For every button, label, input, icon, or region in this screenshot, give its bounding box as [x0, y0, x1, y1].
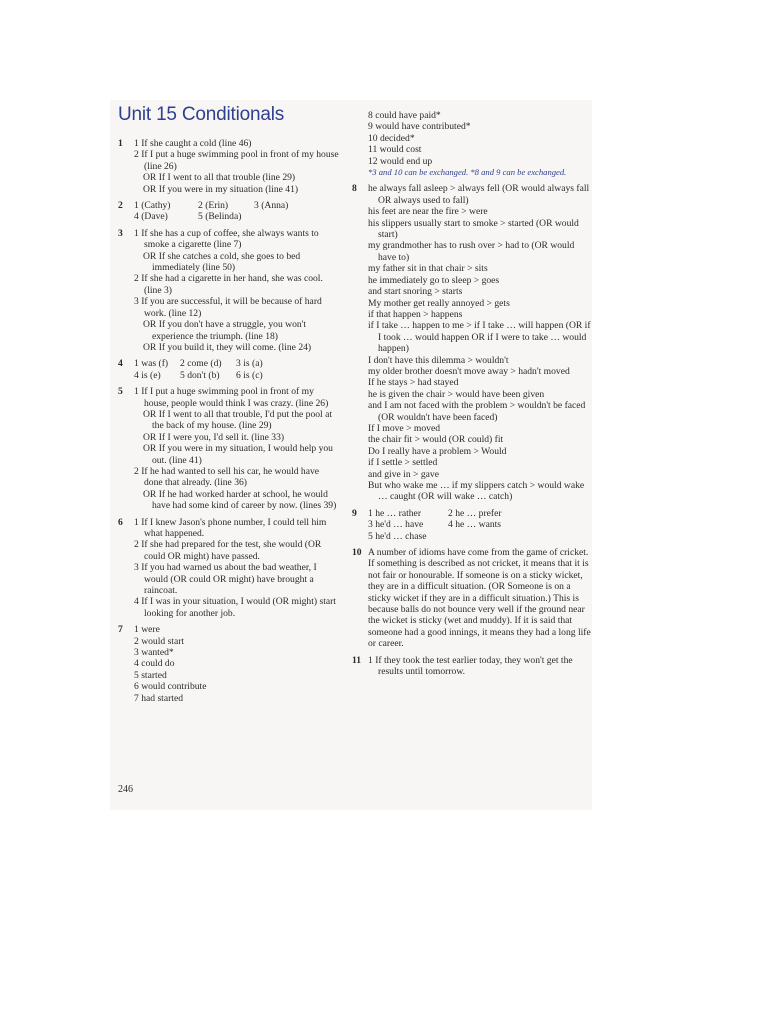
- answer-line: If he stays > had stayed: [368, 377, 459, 389]
- exercise-1: [118, 138, 340, 195]
- answer-line: my grandmother has to rush over > had to (OR would have to): [368, 240, 575, 263]
- answer-line: But who wake me … if my slippers catch > would wake … caught (OR will wake … catch): [368, 480, 585, 503]
- answer-line: 1 If I knew Jason's phone number, I could tell him what happened.: [134, 516, 327, 539]
- answer-line: my older brother doesn't move away > hadn't moved: [368, 365, 570, 377]
- answer-line: 7 had started: [134, 692, 184, 704]
- answer-line: OR If you were in my situation (line 41): [143, 183, 299, 195]
- exercise-11: [352, 655, 592, 678]
- answer-line: OR If you don't have a struggle, you won't experience the triumph. (line 18): [143, 319, 307, 342]
- answer-cell: 6 is (c): [236, 369, 263, 381]
- exercise-3: [118, 228, 340, 353]
- answer-line: If I move > moved: [368, 422, 441, 434]
- answer-line: 2 If he had wanted to sell his car, he would have done that already. (line 36): [134, 465, 320, 489]
- exercise-number: 11: [352, 654, 362, 666]
- answer-cell: 4 (Dave): [134, 211, 168, 223]
- exercise-number: 10: [352, 547, 362, 559]
- exercise-5: [118, 386, 340, 511]
- answer-line: and give in > gave: [368, 468, 439, 480]
- exercise-10: [352, 547, 592, 650]
- answer-line: 3 If you had warned us about the bad weather, I would (OR could OR might) have brought a raincoat.: [134, 562, 317, 597]
- answer-cell: 1 he … rather: [368, 507, 422, 519]
- left-column: [118, 138, 340, 704]
- exercise-7-continued: [352, 110, 592, 178]
- answer-line: and I am not faced with the problem > wouldn't be faced (OR wouldn't have been faced): [368, 400, 586, 423]
- exercise-number: 5: [118, 386, 123, 398]
- answer-cell: 4 he … wants: [448, 519, 502, 531]
- answer-line: he always fall asleep > always fell (OR would always fall OR always used to fall): [368, 183, 590, 206]
- answer-line: 6 would contribute: [134, 681, 207, 693]
- answer-line: 1 If they took the test earlier today, they won't get the results until tomorrow.: [368, 654, 573, 678]
- answer-line: his slippers usually start to smoke > started (OR would start): [368, 217, 579, 241]
- answer-line: 2 If I put a huge swimming pool in front of my house (line 26): [134, 149, 339, 172]
- answer-line: OR If I went to all that trouble (line 29): [143, 172, 296, 184]
- exercise-number: 6: [118, 516, 123, 528]
- exercise-number: 2: [118, 200, 123, 212]
- answer-line: OR If she catches a cold, she goes to bed immediately (line 50): [143, 250, 301, 274]
- exercise-number: 4: [118, 358, 123, 370]
- answer-line: 10 decided*: [368, 132, 415, 144]
- answer-line: 1 were: [134, 624, 160, 636]
- answer-line: 3 wanted*: [134, 647, 174, 659]
- answer-line: OR If I were you, I'd sell it. (line 33): [143, 431, 285, 443]
- answer-line: OR If he had worked harder at school, he would have had some kind of career by now. (lines 39): [143, 488, 337, 512]
- answer-cell: 2 (Erin): [198, 200, 229, 212]
- answer-line: 4 If I was in your situation, I would (OR might) start looking for another job.: [134, 596, 336, 619]
- answer-line: 8 could have paid*: [368, 110, 441, 121]
- answer-line: 11 would cost: [368, 144, 422, 156]
- exercise-2: [118, 200, 340, 223]
- exercise-9: [352, 508, 592, 542]
- answer-cell: 3 is (a): [236, 358, 263, 370]
- answer-cell: 3 he'd … have: [368, 519, 424, 531]
- answer-line: 3 If you are successful, it will be because of hard work. (line 12): [134, 296, 322, 319]
- answer-line: if I settle > settled: [368, 457, 438, 469]
- answer-line: My mother get really annoyed > gets: [368, 297, 510, 309]
- exercise-number: 9: [352, 507, 357, 519]
- answer-cell: 5 don't (b): [180, 369, 220, 381]
- answer-cell: 3 (Anna): [254, 200, 289, 212]
- exercise-number: 1: [118, 138, 123, 149]
- answer-line: 1 If she has a cup of coffee, she always wants to smoke a cigarette (line 7): [134, 227, 319, 251]
- answer-line: 2 If she had a cigarette in her hand, she was cool. (line 3): [134, 273, 323, 296]
- answer-cell: 5 (Belinda): [198, 211, 242, 223]
- exchange-note: *3 and 10 can be exchanged. *8 and 9 can be exchanged.: [368, 167, 567, 178]
- exercise-6: [118, 517, 340, 620]
- answer-line: Do I really have a problem > Would: [368, 445, 507, 457]
- exercise-number: 8: [352, 183, 357, 195]
- page-number: 246: [118, 784, 133, 795]
- answer-line: 2 If she had prepared for the test, she would (OR could OR might) have passed.: [134, 539, 322, 562]
- answer-cell: 1 was (f): [134, 358, 169, 370]
- answer-line: his feet are near the fire > were: [368, 206, 488, 218]
- answer-line: if that happen > happens: [368, 308, 463, 320]
- answer-cell: 5 he'd … chase: [368, 530, 427, 542]
- answer-line: OR If you were in my situation, I would help you out. (line 41): [143, 443, 333, 466]
- exercise-number: 7: [118, 624, 123, 636]
- answer-line: OR If I went to all that trouble, I'd put the pool at the back of my house. (line 29): [143, 408, 333, 432]
- right-column: [352, 110, 592, 678]
- exercise-number: 3: [118, 227, 123, 239]
- answer-cell: 2 he … prefer: [448, 507, 502, 519]
- answer-line: my father sit in that chair > sits: [368, 263, 488, 275]
- exercise-4: [118, 358, 340, 381]
- answer-line: 2 would start: [134, 635, 185, 647]
- answer-line: 1 If I put a huge swimming pool in front of my house, people would think I was crazy. (line 26): [134, 386, 329, 409]
- answer-cell: 4 is (e): [134, 369, 161, 381]
- page-title: Unit 15 Conditionals: [118, 104, 285, 125]
- exercise-8: [352, 183, 592, 502]
- answer-line: the chair fit > would (OR could) fit: [368, 434, 504, 446]
- answer-cell: 1 (Cathy): [134, 200, 171, 212]
- answer-line: 9 would have contributed*: [368, 121, 471, 133]
- answer-line: if I take … happen to me > if I take … will happen (OR if I took … would happen OR if I were to take … would happen): [368, 320, 591, 355]
- answer-line: 5 started: [134, 669, 167, 681]
- answer-line: OR If you build it, they will come. (line 24): [143, 341, 312, 353]
- answer-line: 4 could do: [134, 658, 175, 670]
- answer-line: I don't have this dilemma > wouldn't: [368, 354, 509, 366]
- answer-line: he immediately go to sleep > goes: [368, 274, 500, 286]
- answer-paragraph: A number of idioms have come from the game of cricket. If something is described as not cricket, it means that it is not fair or honourable. If someone is on a sticky wicket, they are in a difficult situation. (OR Someone is on a sticky wicket if they are in a difficult situation.) This is because balls do not bounce very well if the ground near the wicket is sticky (wet and muddy). If it is said that someone had a good innings, it means they had a long life or career.: [368, 547, 591, 650]
- answer-line: he is given the chair > would have been given: [368, 388, 545, 400]
- exercise-7: [118, 624, 340, 704]
- answer-line: 12 would end up: [368, 155, 433, 167]
- answer-line: 1 If she caught a cold (line 46): [134, 138, 252, 149]
- answer-line: and start snoring > starts: [368, 286, 463, 298]
- answer-cell: 2 come (d): [180, 358, 222, 370]
